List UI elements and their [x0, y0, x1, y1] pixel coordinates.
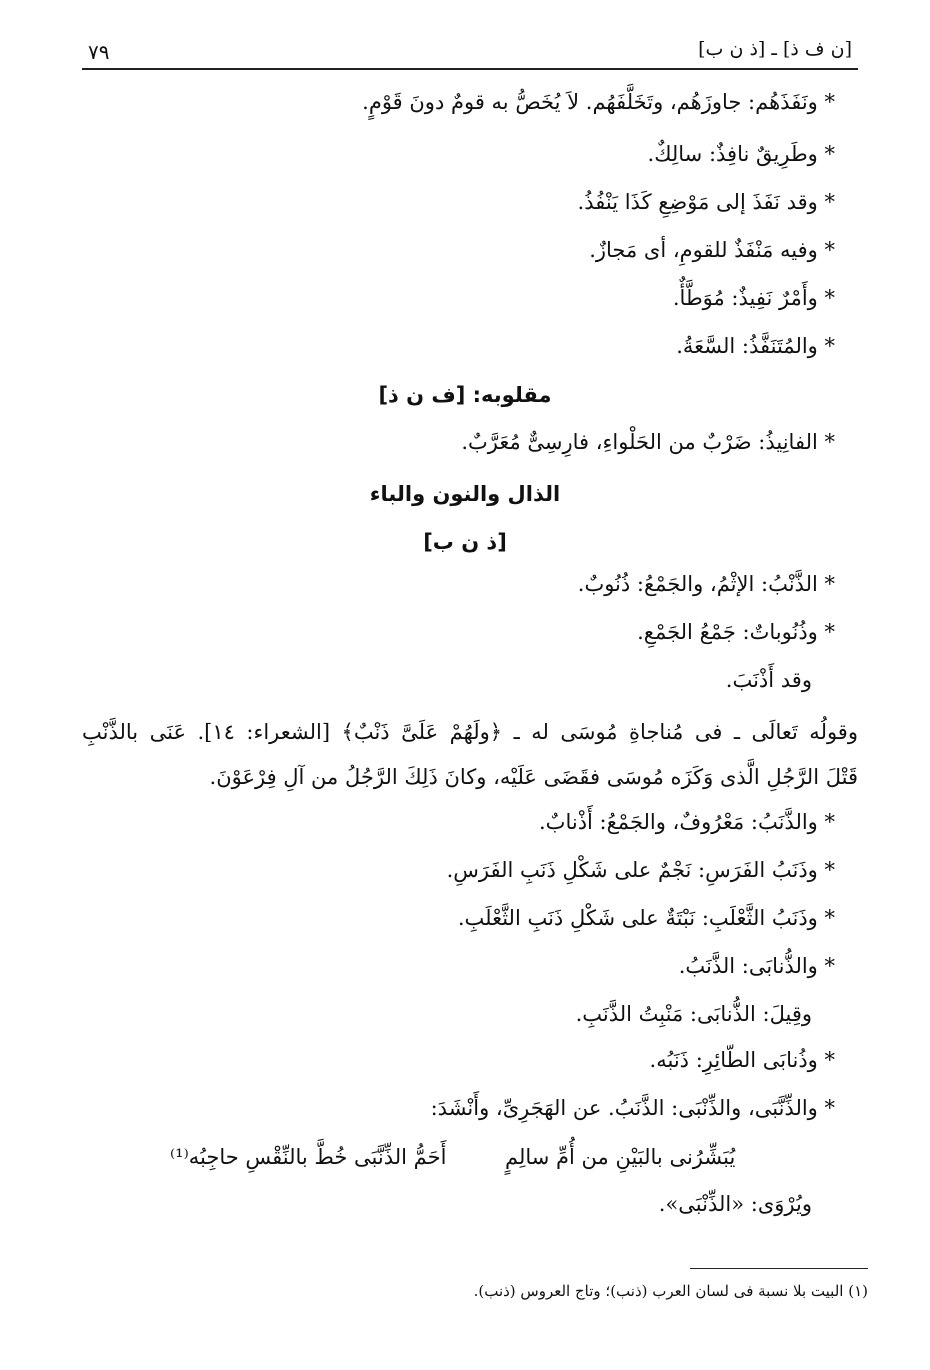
root-heading: [ذ ن ب]	[423, 530, 507, 554]
verse-first-hemistich: يُبَشِّرُنى بالبَيْنِ من أُمِّ سالِمٍ	[505, 1145, 736, 1169]
entry-line: وقِيلَ: الذُّنابَى: مَنْبِتُ الذَّنَبِ.	[575, 1002, 812, 1026]
header-rule	[82, 68, 858, 70]
entry-line: * والذَّنَبُ: مَعْرُوفٌ، والجَمْعُ: أَذْنابٌ.	[539, 810, 835, 834]
verse-second-hemistich: أَحَمُّ الذِّنَّبَى خُطَّ بالنِّقْسِ حاجِبُه⁽¹⁾	[170, 1145, 447, 1169]
footnote-rule	[690, 1268, 868, 1269]
entry-line: * الفانِيذُ: ضَرْبٌ من الحَلْواءِ، فارِسِىٌّ مُعَرَّبٌ.	[461, 430, 835, 454]
entry-line: * الذَّنْبُ: الإثْمُ، والجَمْعُ: ذُنُوبٌ.	[577, 572, 835, 596]
entry-line: * وطَرِيقٌ نافِذٌ: سالِكٌ.	[647, 142, 835, 166]
entry-line: * وذَنَبُ الثَّعْلَبِ: نَبْتَةٌ على شَكْلِ ذَنَبِ الثَّعْلَبِ.	[457, 906, 835, 930]
section-heading: الذال والنون والباء	[369, 482, 561, 506]
entry-line: * ونَفَذَهُم: جاوزَهُم، وتَخَلَّفَهُم. لاَ يُخَصُّ به قومٌ دونَ قَوْمٍ.	[362, 90, 835, 114]
paragraph-line: قَتْلَ الرَّجُلِ الَّذى وَكَزَه مُوسَى فقَضَى عَلَيْه، وكانَ ذَلِكَ الرَّجُلُ من آلِ فِرْعَوْنَ.	[209, 765, 858, 789]
entry-line: * وذَنَبُ الفَرَسِ: نَجْمٌ على شَكْلِ ذَنَبِ الفَرَسِ.	[446, 858, 835, 882]
page-number: ٧٩	[88, 40, 110, 64]
running-title: [ن ف ذ] ـ [ذ ن ب]	[698, 38, 852, 60]
entry-line: * وفيه مَنْفَذٌ للقومِ، أى مَجازٌ.	[589, 238, 835, 262]
entry-line: * وقد نَفَذَ إلى مَوْضِعِ كَذَا يَنْفُذُ.	[577, 190, 835, 214]
entry-line: * وذُنُوباتٌ: جَمْعُ الجَمْعِ.	[637, 620, 835, 644]
entry-line: * والذِّنَّبَى، والذِّنْبَى: الذَّنَبُ. عن الهَجَرِىِّ، وأَنْشَدَ:	[430, 1096, 835, 1120]
entry-line: * والذُّنابَى: الذَّنَبُ.	[678, 954, 835, 978]
entry-line: * وأَمْرٌ نَفِيذٌ: مُوَطَّأٌ.	[672, 286, 835, 310]
entry-line: وقد أَذْنَبَ.	[725, 668, 812, 692]
entry-line: * والمُتَنَفَّذُ: السَّعَةُ.	[676, 334, 835, 358]
footnote: (١) البيت بلا نسبة فى لسان العرب (ذنب)؛ وتاج العروس (ذنب).	[473, 1282, 868, 1300]
entry-line: * وذُنابَى الطّائِرِ: ذَنَبُه.	[649, 1048, 835, 1072]
paragraph-line: وقولُه تَعالَى ـ فى مُناجاةِ مُوسَى له ـ ﴿ولَهُمْ عَلَىَّ ذَنْبٌ﴾ [الشعراء: ١٤]. عَنَى بالذَّنْبِ	[82, 720, 858, 744]
section-heading: مقلوبه: [ف ن ذ]	[378, 383, 552, 407]
entry-line: ويُرْوَى: «الذِّنْبَى».	[658, 1192, 812, 1216]
